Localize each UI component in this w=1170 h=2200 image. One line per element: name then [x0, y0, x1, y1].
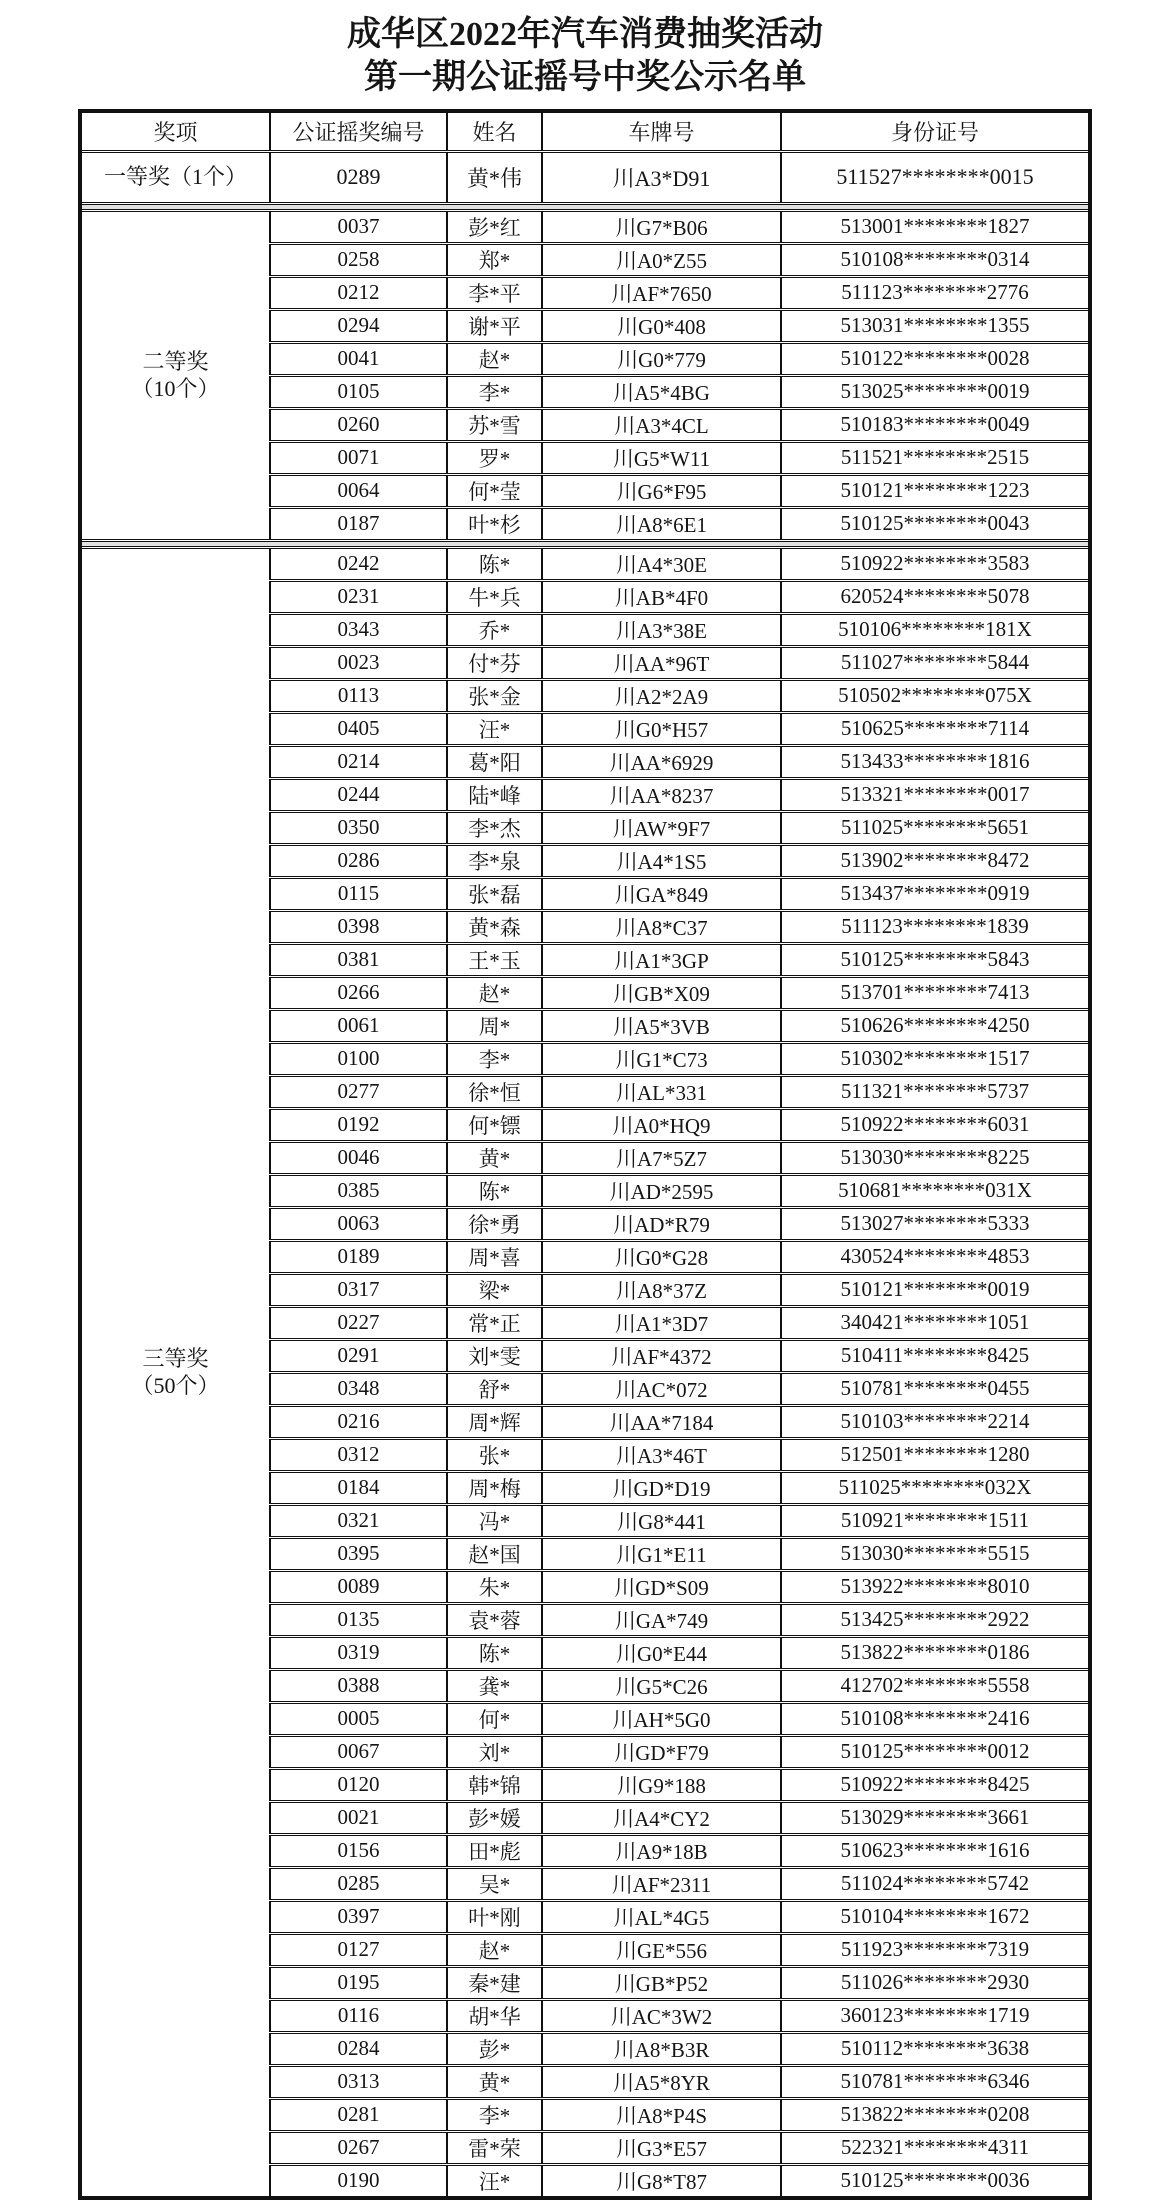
plate-number-cell: 川A8*P4S — [542, 2098, 781, 2131]
lottery-number-cell: 0285 — [270, 1867, 447, 1900]
lottery-number-cell: 0120 — [270, 1768, 447, 1801]
plate-number-cell: 川AD*R79 — [542, 1207, 781, 1240]
name-cell: 张* — [447, 1438, 542, 1471]
plate-number-cell: 川AF*2311 — [542, 1867, 781, 1900]
plate-number-cell: 川AC*072 — [542, 1372, 781, 1405]
lottery-number-cell: 0190 — [270, 2164, 447, 2198]
lottery-number-cell: 0289 — [270, 151, 447, 203]
lottery-number-cell: 0231 — [270, 580, 447, 613]
lottery-number-cell: 0100 — [270, 1042, 447, 1075]
id-number-cell: 511025********032X — [781, 1471, 1090, 1504]
lottery-number-cell: 0115 — [270, 877, 447, 910]
plate-number-cell: 川G6*F95 — [542, 474, 781, 507]
lottery-number-cell: 0267 — [270, 2131, 447, 2164]
group-separator — [80, 540, 1090, 547]
id-number-cell: 513030********5515 — [781, 1537, 1090, 1570]
page-title: 成华区2022年汽车消费抽奖活动 — [347, 16, 823, 53]
plate-number-cell: 川A8*B3R — [542, 2032, 781, 2065]
table-row — [80, 547, 1090, 580]
name-cell: 吴* — [447, 1867, 542, 1900]
lottery-number-cell: 0127 — [270, 1933, 447, 1966]
lottery-number-cell: 0317 — [270, 1273, 447, 1306]
plate-number-cell: 川AF*4372 — [542, 1339, 781, 1372]
id-number-cell: 510125********0043 — [781, 507, 1090, 540]
id-number-cell: 511027********5844 — [781, 646, 1090, 679]
plate-number-cell: 川G8*441 — [542, 1504, 781, 1537]
lottery-number-cell: 0350 — [270, 811, 447, 844]
prize-label: 二等奖 （10个） — [80, 210, 270, 540]
id-number-cell: 510122********0028 — [781, 342, 1090, 375]
lottery-number-cell: 0397 — [270, 1900, 447, 1933]
id-number-cell: 513437********0919 — [781, 877, 1090, 910]
plate-number-cell: 川A0*HQ9 — [542, 1108, 781, 1141]
lottery-number-cell: 0258 — [270, 243, 447, 276]
column-header-prize: 奖项 — [80, 111, 270, 151]
name-cell: 彭* — [447, 2032, 542, 2065]
document-header — [0, 0, 1170, 99]
plate-number-cell: 川GB*X09 — [542, 976, 781, 1009]
id-number-cell: 511025********5651 — [781, 811, 1090, 844]
lottery-number-cell: 0260 — [270, 408, 447, 441]
lottery-number-cell: 0187 — [270, 507, 447, 540]
id-number-cell: 510625********7114 — [781, 712, 1090, 745]
lottery-number-cell: 0214 — [270, 745, 447, 778]
plate-number-cell: 川GE*556 — [542, 1933, 781, 1966]
plate-number-cell: 川GA*849 — [542, 877, 781, 910]
name-cell: 陈* — [447, 1636, 542, 1669]
id-number-cell: 513822********0186 — [781, 1636, 1090, 1669]
table-body — [80, 151, 1090, 2198]
table-row — [80, 151, 1090, 203]
lottery-number-cell: 0113 — [270, 679, 447, 712]
id-number-cell: 511923********7319 — [781, 1933, 1090, 1966]
name-cell: 谢*平 — [447, 309, 542, 342]
name-cell: 罗* — [447, 441, 542, 474]
lottery-number-cell: 0135 — [270, 1603, 447, 1636]
name-cell: 乔* — [447, 613, 542, 646]
lottery-number-cell: 0395 — [270, 1537, 447, 1570]
plate-number-cell: 川AD*2595 — [542, 1174, 781, 1207]
plate-number-cell: 川A5*3VB — [542, 1009, 781, 1042]
id-number-cell: 412702********5558 — [781, 1669, 1090, 1702]
id-number-cell: 510125********5843 — [781, 943, 1090, 976]
plate-number-cell: 川G8*T87 — [542, 2164, 781, 2198]
lottery-number-cell: 0184 — [270, 1471, 447, 1504]
plate-number-cell: 川A4*30E — [542, 547, 781, 580]
lottery-number-cell: 0061 — [270, 1009, 447, 1042]
table-header — [80, 111, 1090, 151]
name-cell: 李*平 — [447, 276, 542, 309]
plate-number-cell: 川G3*E57 — [542, 2131, 781, 2164]
name-cell: 韩*锦 — [447, 1768, 542, 1801]
name-cell: 雷*荣 — [447, 2131, 542, 2164]
plate-number-cell: 川A5*4BG — [542, 375, 781, 408]
name-cell: 李* — [447, 2098, 542, 2131]
group-separator — [80, 203, 1090, 210]
name-cell: 汪* — [447, 712, 542, 745]
id-number-cell: 510125********0036 — [781, 2164, 1090, 2198]
plate-number-cell: 川A8*6E1 — [542, 507, 781, 540]
plate-number-cell: 川A0*Z55 — [542, 243, 781, 276]
group-separator-band — [80, 203, 1090, 210]
name-cell: 黄* — [447, 2065, 542, 2098]
plate-number-cell: 川G5*W11 — [542, 441, 781, 474]
lottery-number-cell: 0023 — [270, 646, 447, 679]
name-cell: 龚* — [447, 1669, 542, 1702]
name-cell: 徐*恒 — [447, 1075, 542, 1108]
plate-number-cell: 川AH*5G0 — [542, 1702, 781, 1735]
id-number-cell: 510623********1616 — [781, 1834, 1090, 1867]
id-number-cell: 510121********0019 — [781, 1273, 1090, 1306]
column-header-name: 姓名 — [447, 111, 542, 151]
name-cell: 周*辉 — [447, 1405, 542, 1438]
lottery-number-cell: 0021 — [270, 1801, 447, 1834]
plate-number-cell: 川G1*C73 — [542, 1042, 781, 1075]
lottery-number-cell: 0286 — [270, 844, 447, 877]
plate-number-cell: 川G0*H57 — [542, 712, 781, 745]
plate-number-cell: 川A4*1S5 — [542, 844, 781, 877]
name-cell: 朱* — [447, 1570, 542, 1603]
plate-number-cell: 川AA*6929 — [542, 745, 781, 778]
lottery-number-cell: 0398 — [270, 910, 447, 943]
lottery-number-cell: 0212 — [270, 276, 447, 309]
lottery-number-cell: 0071 — [270, 441, 447, 474]
name-cell: 陆*峰 — [447, 778, 542, 811]
id-number-cell: 513031********1355 — [781, 309, 1090, 342]
lottery-number-cell: 0195 — [270, 1966, 447, 1999]
name-cell: 黄*伟 — [447, 151, 542, 203]
name-cell: 李*泉 — [447, 844, 542, 877]
plate-number-cell: 川G0*G28 — [542, 1240, 781, 1273]
id-number-cell: 510781********6346 — [781, 2065, 1090, 2098]
id-number-cell: 513030********8225 — [781, 1141, 1090, 1174]
lottery-number-cell: 0105 — [270, 375, 447, 408]
plate-number-cell: 川A1*3D7 — [542, 1306, 781, 1339]
id-number-cell: 511123********1839 — [781, 910, 1090, 943]
plate-number-cell: 川A1*3GP — [542, 943, 781, 976]
lottery-number-cell: 0343 — [270, 613, 447, 646]
name-cell: 张*磊 — [447, 877, 542, 910]
name-cell: 周*喜 — [447, 1240, 542, 1273]
name-cell: 李*杰 — [447, 811, 542, 844]
lottery-number-cell: 0089 — [270, 1570, 447, 1603]
plate-number-cell: 川G5*C26 — [542, 1669, 781, 1702]
id-number-cell: 510125********0012 — [781, 1735, 1090, 1768]
plate-number-cell: 川GA*749 — [542, 1603, 781, 1636]
id-number-cell: 510106********181X — [781, 613, 1090, 646]
name-cell: 叶*杉 — [447, 507, 542, 540]
lottery-number-cell: 0348 — [270, 1372, 447, 1405]
id-number-cell: 510183********0049 — [781, 408, 1090, 441]
id-number-cell: 513822********0208 — [781, 2098, 1090, 2131]
id-number-cell: 513433********1816 — [781, 745, 1090, 778]
lottery-number-cell: 0037 — [270, 210, 447, 243]
lottery-number-cell: 0063 — [270, 1207, 447, 1240]
name-cell: 常*正 — [447, 1306, 542, 1339]
name-cell: 黄*森 — [447, 910, 542, 943]
id-number-cell: 360123********1719 — [781, 1999, 1090, 2032]
name-cell: 何*镖 — [447, 1108, 542, 1141]
plate-number-cell: 川A3*4CL — [542, 408, 781, 441]
name-cell: 刘* — [447, 1735, 542, 1768]
lottery-number-cell: 0321 — [270, 1504, 447, 1537]
group-separator-band — [80, 540, 1090, 547]
name-cell: 李* — [447, 375, 542, 408]
id-number-cell: 513001********1827 — [781, 210, 1090, 243]
column-header-id: 身份证号 — [781, 111, 1090, 151]
plate-number-cell: 川A8*37Z — [542, 1273, 781, 1306]
name-cell: 张*金 — [447, 679, 542, 712]
id-number-cell: 510112********3638 — [781, 2032, 1090, 2065]
plate-number-cell: 川AL*331 — [542, 1075, 781, 1108]
id-number-cell: 510108********0314 — [781, 243, 1090, 276]
id-number-cell: 511527********0015 — [781, 151, 1090, 203]
lottery-number-cell: 0313 — [270, 2065, 447, 2098]
plate-number-cell: 川AA*96T — [542, 646, 781, 679]
lottery-number-cell: 0277 — [270, 1075, 447, 1108]
name-cell: 梁* — [447, 1273, 542, 1306]
name-cell: 彭*媛 — [447, 1801, 542, 1834]
plate-number-cell: 川A2*2A9 — [542, 679, 781, 712]
lottery-number-cell: 0216 — [270, 1405, 447, 1438]
name-cell: 汪* — [447, 2164, 542, 2198]
plate-number-cell: 川GD*F79 — [542, 1735, 781, 1768]
id-number-cell: 510104********1672 — [781, 1900, 1090, 1933]
plate-number-cell: 川AF*7650 — [542, 276, 781, 309]
name-cell: 陈* — [447, 1174, 542, 1207]
name-cell: 叶*刚 — [447, 1900, 542, 1933]
plate-number-cell: 川A4*CY2 — [542, 1801, 781, 1834]
id-number-cell: 511321********5737 — [781, 1075, 1090, 1108]
lottery-number-cell: 0116 — [270, 1999, 447, 2032]
lottery-number-cell: 0294 — [270, 309, 447, 342]
plate-number-cell: 川A9*18B — [542, 1834, 781, 1867]
id-number-cell: 513922********8010 — [781, 1570, 1090, 1603]
id-number-cell: 513029********3661 — [781, 1801, 1090, 1834]
prize-label: 三等奖 （50个） — [80, 547, 270, 2198]
lottery-number-cell: 0242 — [270, 547, 447, 580]
lottery-number-cell: 0189 — [270, 1240, 447, 1273]
lottery-number-cell: 0192 — [270, 1108, 447, 1141]
plate-number-cell: 川AA*8237 — [542, 778, 781, 811]
lottery-number-cell: 0041 — [270, 342, 447, 375]
column-header-plate: 车牌号 — [542, 111, 781, 151]
plate-number-cell: 川AB*4F0 — [542, 580, 781, 613]
id-number-cell: 510921********1511 — [781, 1504, 1090, 1537]
id-number-cell: 510121********1223 — [781, 474, 1090, 507]
id-number-cell: 513902********8472 — [781, 844, 1090, 877]
id-number-cell: 510502********075X — [781, 679, 1090, 712]
plate-number-cell: 川AW*9F7 — [542, 811, 781, 844]
name-cell: 冯* — [447, 1504, 542, 1537]
lottery-number-cell: 0156 — [270, 1834, 447, 1867]
name-cell: 刘*雯 — [447, 1339, 542, 1372]
plate-number-cell: 川AC*3W2 — [542, 1999, 781, 2032]
name-cell: 周*梅 — [447, 1471, 542, 1504]
name-cell: 郑* — [447, 243, 542, 276]
prize-label: 一等奖（1个） — [80, 151, 270, 203]
column-header-number: 公证摇奖编号 — [270, 111, 447, 151]
id-number-cell: 510781********0455 — [781, 1372, 1090, 1405]
plate-number-cell: 川G9*188 — [542, 1768, 781, 1801]
lottery-number-cell: 0381 — [270, 943, 447, 976]
id-number-cell: 620524********5078 — [781, 580, 1090, 613]
plate-number-cell: 川A3*38E — [542, 613, 781, 646]
name-cell: 葛*阳 — [447, 745, 542, 778]
name-cell: 赵*国 — [447, 1537, 542, 1570]
header-row — [80, 111, 1090, 151]
id-number-cell: 513321********0017 — [781, 778, 1090, 811]
name-cell: 何* — [447, 1702, 542, 1735]
id-number-cell: 513027********5333 — [781, 1207, 1090, 1240]
id-number-cell: 510302********1517 — [781, 1042, 1090, 1075]
id-number-cell: 511026********2930 — [781, 1966, 1090, 1999]
name-cell: 陈* — [447, 547, 542, 580]
table-row — [80, 210, 1090, 243]
lottery-number-cell: 0227 — [270, 1306, 447, 1339]
name-cell: 胡*华 — [447, 1999, 542, 2032]
name-cell: 秦*建 — [447, 1966, 542, 1999]
id-number-cell: 522321********4311 — [781, 2131, 1090, 2164]
lottery-number-cell: 0405 — [270, 712, 447, 745]
id-number-cell: 340421********1051 — [781, 1306, 1090, 1339]
plate-number-cell: 川G1*E11 — [542, 1537, 781, 1570]
id-number-cell: 510103********2214 — [781, 1405, 1090, 1438]
page-subtitle: 第一期公证摇号中奖公示名单 — [364, 58, 806, 96]
name-cell: 赵* — [447, 1933, 542, 1966]
lottery-number-cell: 0244 — [270, 778, 447, 811]
lottery-number-cell: 0046 — [270, 1141, 447, 1174]
name-cell: 牛*兵 — [447, 580, 542, 613]
plate-number-cell: 川A7*5Z7 — [542, 1141, 781, 1174]
id-number-cell: 430524********4853 — [781, 1240, 1090, 1273]
id-number-cell: 513025********0019 — [781, 375, 1090, 408]
plate-number-cell: 川GD*S09 — [542, 1570, 781, 1603]
name-cell: 何*莹 — [447, 474, 542, 507]
plate-number-cell: 川A3*D91 — [542, 151, 781, 203]
name-cell: 王*玉 — [447, 943, 542, 976]
plate-number-cell: 川GD*D19 — [542, 1471, 781, 1504]
lottery-number-cell: 0385 — [270, 1174, 447, 1207]
name-cell: 赵* — [447, 976, 542, 1009]
id-number-cell: 513425********2922 — [781, 1603, 1090, 1636]
id-number-cell: 512501********1280 — [781, 1438, 1090, 1471]
lottery-number-cell: 0388 — [270, 1669, 447, 1702]
plate-number-cell: 川G0*779 — [542, 342, 781, 375]
id-number-cell: 510626********4250 — [781, 1009, 1090, 1042]
plate-number-cell: 川AA*7184 — [542, 1405, 781, 1438]
winners-table — [78, 109, 1092, 2200]
plate-number-cell: 川G0*E44 — [542, 1636, 781, 1669]
plate-number-cell: 川A8*C37 — [542, 910, 781, 943]
lottery-number-cell: 0291 — [270, 1339, 447, 1372]
name-cell: 李* — [447, 1042, 542, 1075]
plate-number-cell: 川A5*8YR — [542, 2065, 781, 2098]
name-cell: 袁*蓉 — [447, 1603, 542, 1636]
id-number-cell: 510681********031X — [781, 1174, 1090, 1207]
lottery-number-cell: 0284 — [270, 2032, 447, 2065]
plate-number-cell: 川G0*408 — [542, 309, 781, 342]
name-cell: 赵* — [447, 342, 542, 375]
id-number-cell: 510108********2416 — [781, 1702, 1090, 1735]
id-number-cell: 510922********6031 — [781, 1108, 1090, 1141]
name-cell: 黄* — [447, 1141, 542, 1174]
name-cell: 田*彪 — [447, 1834, 542, 1867]
id-number-cell: 510922********3583 — [781, 547, 1090, 580]
lottery-number-cell: 0005 — [270, 1702, 447, 1735]
lottery-number-cell: 0067 — [270, 1735, 447, 1768]
id-number-cell: 510411********8425 — [781, 1339, 1090, 1372]
lottery-number-cell: 0312 — [270, 1438, 447, 1471]
plate-number-cell: 川G7*B06 — [542, 210, 781, 243]
lottery-number-cell: 0319 — [270, 1636, 447, 1669]
name-cell: 徐*勇 — [447, 1207, 542, 1240]
name-cell: 舒* — [447, 1372, 542, 1405]
id-number-cell: 510922********8425 — [781, 1768, 1090, 1801]
id-number-cell: 513701********7413 — [781, 976, 1090, 1009]
plate-number-cell: 川AL*4G5 — [542, 1900, 781, 1933]
name-cell: 付*芬 — [447, 646, 542, 679]
plate-number-cell: 川A3*46T — [542, 1438, 781, 1471]
id-number-cell: 511024********5742 — [781, 1867, 1090, 1900]
lottery-number-cell: 0281 — [270, 2098, 447, 2131]
id-number-cell: 511521********2515 — [781, 441, 1090, 474]
lottery-number-cell: 0266 — [270, 976, 447, 1009]
plate-number-cell: 川GB*P52 — [542, 1966, 781, 1999]
name-cell: 周* — [447, 1009, 542, 1042]
name-cell: 苏*雪 — [447, 408, 542, 441]
name-cell: 彭*红 — [447, 210, 542, 243]
id-number-cell: 511123********2776 — [781, 276, 1090, 309]
lottery-number-cell: 0064 — [270, 474, 447, 507]
